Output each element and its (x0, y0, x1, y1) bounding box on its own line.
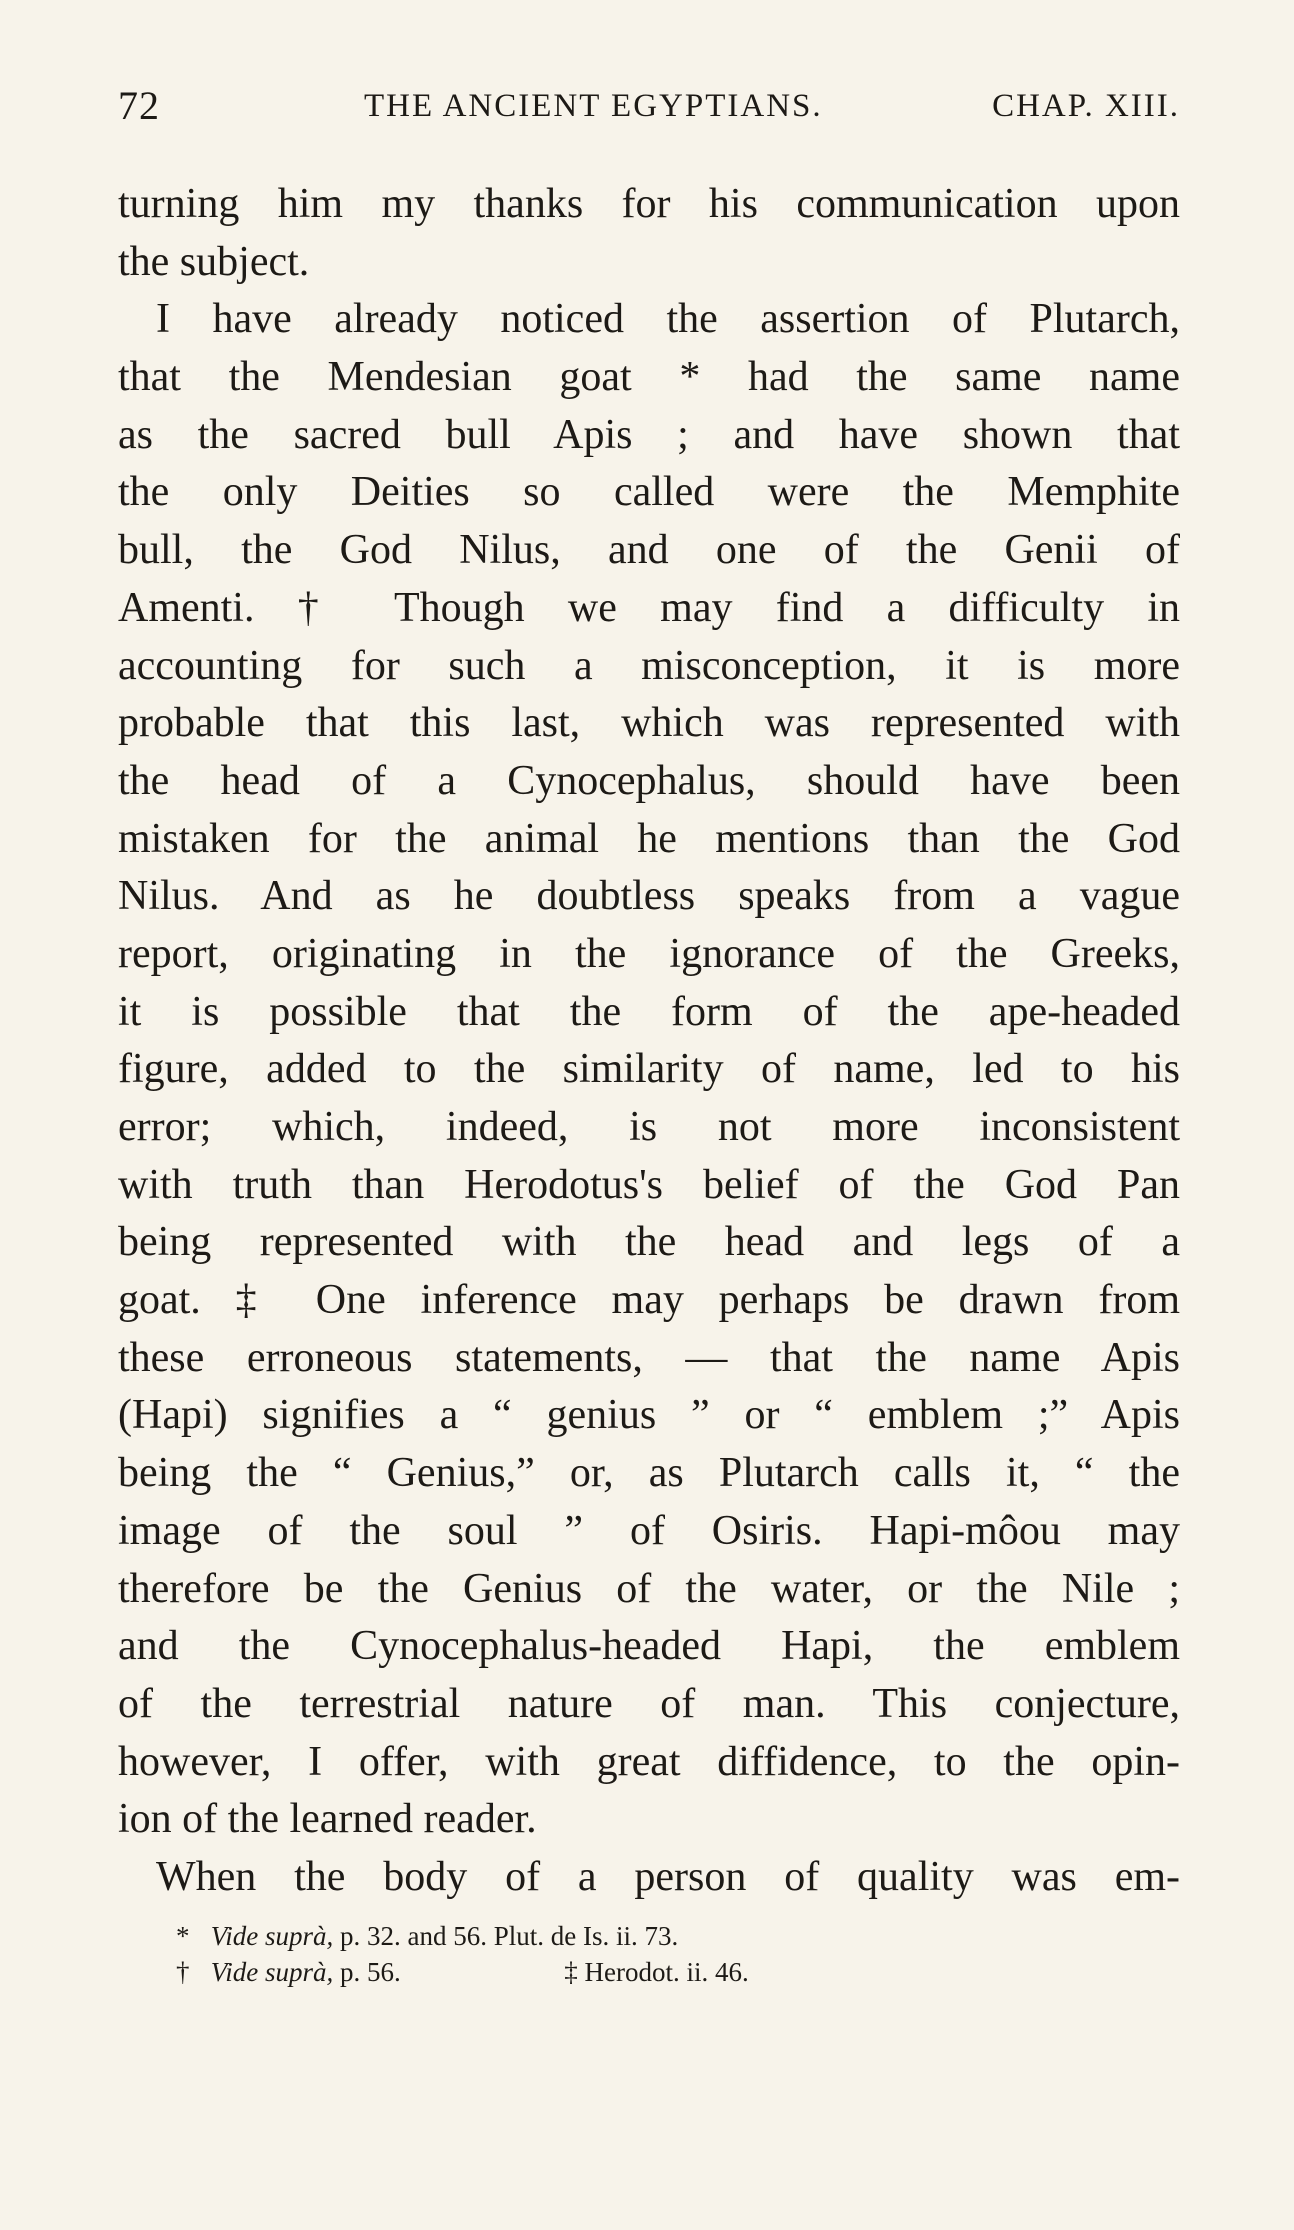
text-line: however, I offer, with great diffidence, to the opin- (118, 1738, 1180, 1785)
footnote-mark: * (176, 1921, 190, 1951)
text-line: turning him my thanks for his communication upon (118, 181, 1180, 227)
text-line: ion of the learned reader. (118, 1796, 537, 1843)
text-line: probable that this last, which was represented with (118, 700, 1180, 747)
page-number: 72 (118, 83, 160, 128)
footnotes (176, 1918, 1156, 1990)
footnote-mark: ‡ (564, 1957, 578, 1987)
text-line: these erroneous statements, — that the name Apis (118, 1334, 1180, 1381)
text-line: with truth than Herodotus's belief of the God Pan (118, 1161, 1180, 1208)
text-line: (Hapi) signifies a “ genius ” or “ emblem ;” Apis (118, 1392, 1180, 1439)
text-line: being represented with the head and legs of a (118, 1219, 1180, 1266)
text-line: figure, added to the similarity of name, led to his (118, 1046, 1180, 1093)
body-text (118, 176, 1180, 1907)
footnote-text: p. 32. and 56. Plut. de Is. ii. 73. (340, 1921, 679, 1951)
text-line: I have already noticed the assertion of Plutarch, (156, 296, 1180, 343)
text-line: the only Deities so called were the Memphite (118, 469, 1180, 516)
text-line: being the “ Genius,” or, as Plutarch calls it, “ the (118, 1450, 1180, 1497)
text-line: the head of a Cynocephalus, should have been (118, 757, 1180, 804)
footnote-reference-italic: Vide suprà, (210, 1957, 334, 1987)
footnote-text: Herodot. ii. 46. (584, 1957, 749, 1987)
footnote (176, 1918, 1156, 1954)
text-line: error; which, indeed, is not more inconsistent (118, 1104, 1180, 1150)
text-line: When the body of a person of quality was em- (156, 1853, 1180, 1900)
footnote (176, 1954, 1156, 1990)
text-line: it is possible that the form of the ape-headed (118, 988, 1180, 1035)
running-title: THE ANCIENT EGYPTIANS. (364, 88, 823, 124)
text-line: and the Cynocephalus-headed Hapi, the emblem (118, 1623, 1180, 1670)
text-line: bull, the God Nilus, and one of the Genii of (118, 527, 1180, 574)
text-line: the subject. (118, 238, 310, 285)
text-line: Amenti. † Though we may find a difficulty in (118, 584, 1180, 631)
text-line: mistaken for the animal he mentions than the God (118, 815, 1180, 862)
text-line: accounting for such a misconception, it is more (118, 642, 1180, 689)
text-line: report, originating in the ignorance of the Greeks, (118, 930, 1180, 977)
text-line: therefore be the Genius of the water, or the Nile ; (118, 1565, 1180, 1612)
text-line: of the terrestrial nature of man. This conjecture, (118, 1680, 1180, 1727)
footnote-text: p. 56. (340, 1957, 401, 1987)
text-line: goat. ‡ One inference may perhaps be drawn from (118, 1277, 1180, 1324)
text-line: image of the soul ” of Osiris. Hapi-môou may (118, 1507, 1180, 1554)
running-head (118, 82, 1180, 132)
footnote-mark: † (176, 1957, 190, 1987)
text-line: that the Mendesian goat * had the same name (118, 354, 1180, 401)
footnote-reference-italic: Vide suprà, (210, 1921, 334, 1951)
chapter-label: CHAP. XIII. (992, 88, 1180, 124)
text-line: as the sacred bull Apis ; and have shown that (118, 411, 1180, 458)
text-line: Nilus. And as he doubtless speaks from a vague (118, 873, 1180, 920)
